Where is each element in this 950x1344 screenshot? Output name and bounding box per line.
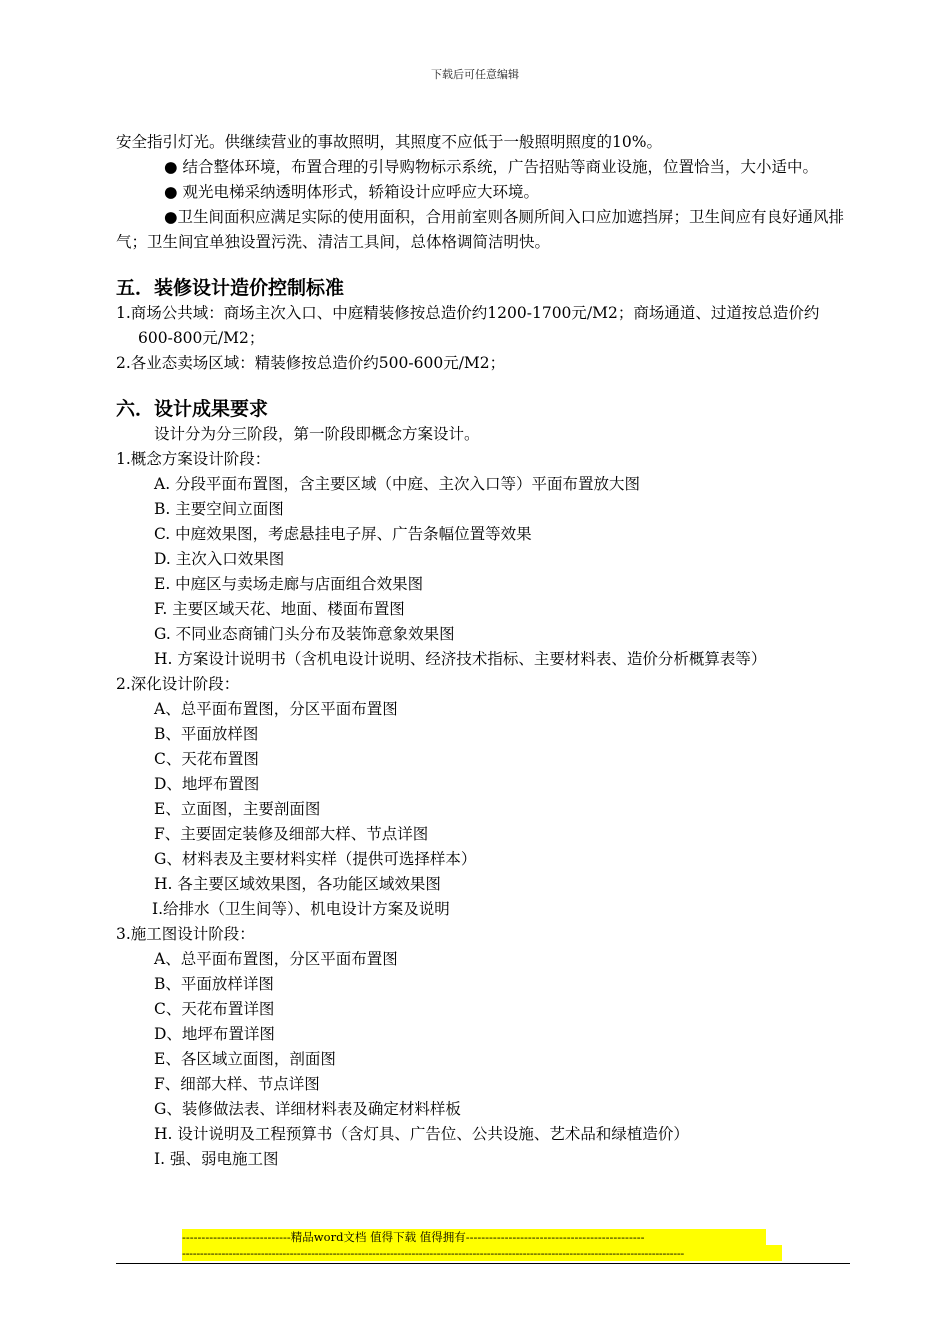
stage-3-item-h: H. 设计说明及工程预算书（含灯具、广告位、公共设施、艺术品和绿植造价） (154, 1125, 689, 1143)
footer-watermark-line-2: -------------------------------------------------------------------------------------------------------------------------------------------- (182, 1245, 782, 1261)
stage-2-item-b: B、平面放样图 (154, 725, 259, 743)
stage-3-title: 3.施工图设计阶段： (116, 925, 255, 943)
stage-3-item-d: D、地坪布置详图 (154, 1025, 275, 1043)
stage-2-item-i: I.给排水（卫生间等）、机电设计方案及说明 (152, 900, 450, 918)
stage-1-item-c: C. 中庭效果图，考虑悬挂电子屏、广告条幅位置等效果 (154, 525, 532, 543)
section-5-item-2: 2.各业态卖场区域：精装修按总造价约500-600元/M2； (116, 354, 506, 372)
section-5-title: 五．装修设计造价控制标准 (116, 277, 345, 299)
stage-3-item-g: G、装修做法表、详细材料表及确定材料样板 (154, 1100, 461, 1118)
stage-3-item-e: E、各区域立面图，剖面图 (154, 1050, 336, 1068)
document-body (116, 130, 850, 1172)
stage-1-item-d: D. 主次入口效果图 (154, 550, 285, 568)
footer-watermark-line-1: ----------------------------精品word文档 值得下载 值得拥有---------------------------------------------- (182, 1229, 766, 1245)
stage-3-item-i: I. 强、弱电施工图 (154, 1150, 279, 1168)
stage-2-item-a: A、总平面布置图，分区平面布置图 (154, 700, 398, 718)
stage-3-item-a: A、总平面布置图，分区平面布置图 (154, 950, 398, 968)
stage-2-item-c: C、天花布置图 (154, 750, 259, 768)
bullet-signage: ● 结合整体环境，布置合理的引导购物标示系统，广告招贴等商业设施，位置恰当，大小适中。 (164, 158, 818, 176)
bullet-restroom: ●卫生间面积应满足实际的使用面积，合用前室则各厕所间入口应加遮挡屏；卫生间应有良好通风排气；卫生间宜单独设置污洗、清洁工具间，总体格调简洁明快。 (116, 208, 845, 251)
section-6-intro: 设计分为分三阶段，第一阶段即概念方案设计。 (154, 425, 480, 443)
stage-1-item-f: F. 主要区域天花、地面、楼面布置图 (154, 600, 405, 618)
stage-3-item-c: C、天花布置详图 (154, 1000, 275, 1018)
stage-1-item-g: G. 不同业态商铺门头分布及装饰意象效果图 (154, 625, 455, 643)
stage-3-item-f: F、细部大样、节点详图 (154, 1075, 320, 1093)
stage-3-item-b: B、平面放样详图 (154, 975, 274, 993)
stage-1-item-h: H. 方案设计说明书（含机电设计说明、经济技术指标、主要材料表、造价分析概算表等） (154, 650, 767, 668)
page-header: 下载后可任意编辑 (431, 68, 519, 81)
stage-1-title: 1.概念方案设计阶段： (116, 450, 271, 468)
stage-1-item-e: E. 中庭区与卖场走廊与店面组合效果图 (154, 575, 424, 593)
bullet-elevator: ● 观光电梯采纳透明体形式，轿箱设计应呼应大环境。 (164, 183, 539, 201)
footer-rule (116, 1263, 850, 1264)
stage-2-item-f: F、主要固定装修及细部大样、节点详图 (154, 825, 429, 843)
stage-2-item-d: D、地坪布置图 (154, 775, 260, 793)
stage-1-item-a: A. 分段平面布置图，含主要区域（中庭、主次入口等）平面布置放大图 (154, 475, 641, 493)
stage-2-item-e: E、立面图，主要剖面图 (154, 800, 321, 818)
section-6-title: 六．设计成果要求 (116, 398, 269, 420)
stage-2-item-g: G、材料表及主要材料实样（提供可选择样本） (154, 850, 477, 868)
stage-1-item-b: B. 主要空间立面图 (154, 500, 284, 518)
section-5-item-1: 1.商场公共域：商场主次入口、中庭精装修按总造价约1200-1700元/M2；商场通道、过道按总造价约600-800元/M2； (116, 304, 820, 347)
stage-2-item-h: H. 各主要区域效果图，各功能区域效果图 (154, 875, 441, 893)
stage-2-title: 2.深化设计阶段： (116, 675, 240, 693)
intro-line-lighting: 安全指引灯光。供继续营业的事故照明，其照度不应低于一般照明照度的10%。 (116, 133, 662, 151)
